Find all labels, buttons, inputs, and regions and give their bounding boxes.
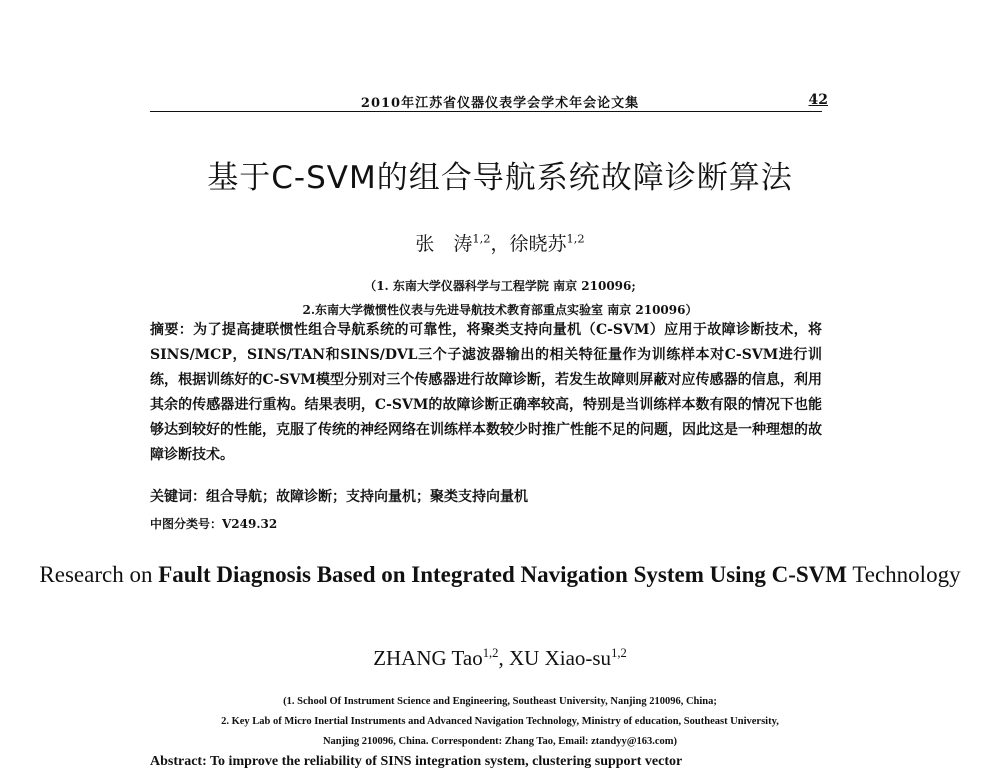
chinese-affiliation-2: 2.东南大学微惯性仪表与先进导航技术教育部重点实验室 南京 210096） <box>302 303 698 317</box>
chinese-title: 基于C-SVM的组合导航系统故障诊断算法 <box>207 160 793 196</box>
english-affiliation-3: Nanjing 210096, China. Correspondent: Zhang Tao, Email: ztandyy@163.com) <box>322 736 678 747</box>
english-author-separator: , <box>498 646 509 670</box>
author-xu-en: XU Xiao-su <box>508 646 612 670</box>
author-xu-en-affil: 1,2 <box>611 646 627 660</box>
author-xu-cn-affil: 1,2 <box>566 231 585 246</box>
author-separator: ， <box>490 233 510 255</box>
chinese-keywords: 关键词：组合导航；故障诊断；支持向量机；聚类支持向量机 <box>150 489 528 505</box>
page-number: 42 <box>808 92 828 108</box>
author-zhang-cn: 张 涛 <box>415 233 473 255</box>
english-title-tail: Technology <box>846 562 961 587</box>
author-zhang-en: ZHANG Tao <box>373 646 483 670</box>
author-zhang-cn-affil: 1,2 <box>472 231 491 246</box>
english-affiliation-1: (1. School Of Instrument Science and Engineering, Southeast University, Nanjing 210096, China; <box>283 696 717 707</box>
chinese-authors <box>0 229 1000 256</box>
author-xu-cn: 徐晓苏 <box>509 233 567 255</box>
header-rule <box>150 111 822 112</box>
english-title <box>0 560 1000 590</box>
clc-number: 中图分类号：V249.32 <box>150 517 278 531</box>
english-title-lead: Research on <box>39 562 159 587</box>
running-header: 2010年江苏省仪器仪表学会学术年会论文集 <box>360 96 640 111</box>
chinese-affiliation-1: （1. 东南大学仪器科学与工程学院 南京 210096; <box>364 279 636 293</box>
author-zhang-en-affil: 1,2 <box>482 646 499 660</box>
english-abstract-start: Abstract: To improve the reliability of SINS integration system, clustering support vector <box>150 754 683 769</box>
chinese-abstract: 摘要：为了提高捷联惯性组合导航系统的可靠性，将聚类支持向量机（C-SVM）应用于故障诊断技术，将SINS/MCP，SINS/TAN和SINS/DVL三个子滤波器输出的相关特征量作为训练样本对C-SVM进行训练，根据训练好的C-SVM模型分别对三个传感器进行故障诊断，若发生故障则屏蔽对应传感器的信息，利用其余的传感器进行重构。结果表明，C-SVM的故障诊断正确率较高，特别是当训练样本数有限的情况下也能够达到较好的性能，克服了传统的神经网络在训练样本数较少时推广性能不足的问题，因此这是一种理想的故障诊断技术。 <box>150 322 822 463</box>
english-title-bold: Fault Diagnosis Based on Integrated Navigation System Using C-SVM <box>158 562 847 587</box>
english-authors <box>0 646 1000 671</box>
english-affiliation-2: 2. Key Lab of Micro Inertial Instruments and Advanced Navigation Technology, Ministry of education, Southeast University, <box>221 716 779 727</box>
